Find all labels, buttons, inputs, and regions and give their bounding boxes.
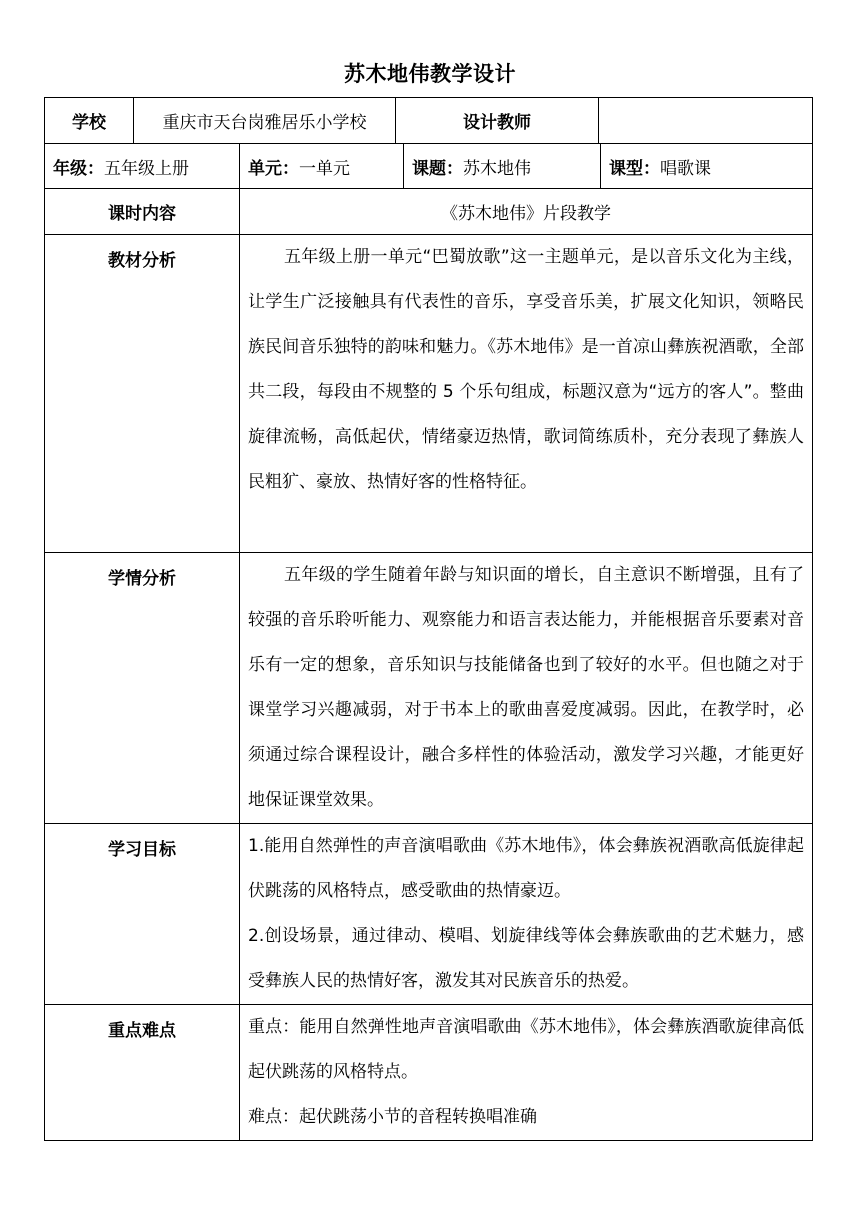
- grade-label: 年级：: [53, 158, 104, 179]
- unit-label: 单元：: [248, 158, 299, 179]
- student-analysis-content: [240, 553, 812, 823]
- designer-label: 设计教师: [396, 98, 599, 143]
- lesson-content-row: [44, 189, 813, 235]
- type-value: 唱歌课: [660, 158, 711, 179]
- unit-cell: [240, 144, 404, 188]
- learning-goal-item: 1.能用自然弹性的声音演唱歌曲《苏木地伟》，体会彝族祝酒歌高低旋律起伏跳荡的风格特点，感受歌曲的热情豪迈。: [248, 836, 804, 901]
- material-analysis-row: [44, 235, 813, 553]
- learning-goals-row: [44, 824, 813, 1005]
- type-cell: [601, 144, 812, 188]
- material-analysis-label: 教材分析: [45, 235, 240, 552]
- student-analysis-label: 学情分析: [45, 553, 240, 823]
- key-point-text: 重点：能用自然弹性地声音演唱歌曲《苏木地伟》，体会彝族酒歌旋律高低起伏跳荡的风格特点。: [248, 1017, 804, 1082]
- designer-value: [599, 98, 812, 143]
- unit-value: 一单元: [299, 158, 350, 179]
- learning-goal-item: 2.创设场景，通过律动、模唱、划旋律线等体会彝族歌曲的艺术魅力，感受彝族人民的热情好客，激发其对民族音乐的热爱。: [248, 926, 804, 991]
- school-row: [44, 97, 813, 144]
- key-points-label: 重点难点: [45, 1005, 240, 1140]
- material-analysis-text: 五年级上册一单元“巴蜀放歌”这一主题单元，是以音乐文化为主线，让学生广泛接触具有代表性的音乐，享受音乐美，扩展文化知识，领略民族民间音乐独特的韵味和魅力。《苏木地伟》是一首凉山彝族祝酒歌，全部共二段，每段由不规整的 5 个乐句组成，标题汉意为“远方的客人”。整曲旋律流畅，高低起伏，情绪豪迈热情，歌词简练质朴，充分表现了彝族人民粗犷、豪放、热情好客的性格特征。: [248, 247, 804, 492]
- lesson-content-label: 课时内容: [45, 189, 240, 234]
- key-points-content: [240, 1005, 812, 1140]
- lesson-plan-table: [44, 97, 813, 1141]
- info-row: [44, 144, 813, 189]
- student-analysis-text: 五年级的学生随着年龄与知识面的增长，自主意识不断增强，且有了较强的音乐聆听能力、观察能力和语言表达能力，并能根据音乐要素对音乐有一定的想象，音乐知识与技能储备也到了较好的水平。但也随之对于课堂学习兴趣减弱，对于书本上的歌曲喜爱度减弱。因此，在教学时，必须通过综合课程设计，融合多样性的体验活动，激发学习兴趣，才能更好地保证课堂效果。: [248, 565, 804, 810]
- document-title: 苏木地伟教学设计: [344, 62, 516, 86]
- learning-goals-content: [240, 824, 812, 1004]
- grade-value: 五年级上册: [104, 158, 189, 179]
- type-label: 课型：: [609, 158, 660, 179]
- topic-label: 课题：: [412, 158, 463, 179]
- student-analysis-row: [44, 553, 813, 824]
- school-label: 学校: [45, 98, 134, 143]
- grade-cell: [45, 144, 240, 188]
- key-points-row: [44, 1005, 813, 1141]
- lesson-content-value: 《苏木地伟》片段教学: [441, 204, 611, 224]
- difficulty-text: 难点：起伏跳荡小节的音程转换唱准确: [248, 1107, 537, 1127]
- topic-value: 苏木地伟: [463, 158, 531, 179]
- topic-cell: [404, 144, 601, 188]
- learning-goals-label: 学习目标: [45, 824, 240, 1004]
- material-analysis-content: [240, 235, 812, 552]
- school-value: 重庆市天台岗雅居乐小学校: [134, 98, 396, 143]
